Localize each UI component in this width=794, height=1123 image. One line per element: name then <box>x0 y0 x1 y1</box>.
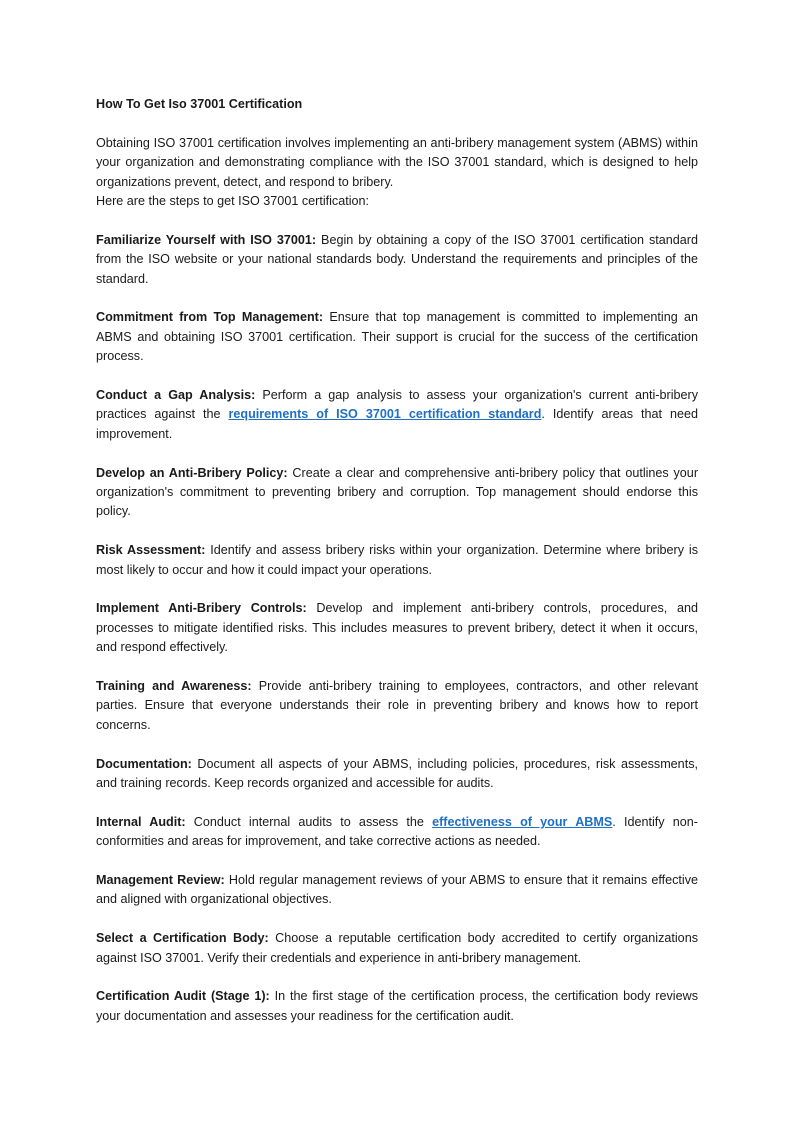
section-label: Develop an Anti-Bribery Policy: <box>96 465 288 480</box>
section-management-review <box>96 871 698 910</box>
section-internal-audit <box>96 813 698 852</box>
section-label: Documentation: <box>96 756 192 771</box>
section-label: Commitment from Top Management: <box>96 310 324 325</box>
section-text: Develop and implement anti-bribery controls, procedures, and processes to mitigate identified risks. This includes measures to prevent bribery, detect it when it occurs, and respond effectively. <box>96 601 698 655</box>
section-text: Provide anti-bribery training to employees, contractors, and other relevant parties. Ensure that everyone understands their role in preventing bribery and knows how to report concerns. <box>96 679 698 732</box>
section-text: Begin by obtaining a copy of the ISO 37001 certification standard from the ISO website or your national standards body. Understand the requirements and principles of the standard. <box>96 232 698 286</box>
section-text: Conduct internal audits to assess the <box>185 814 433 829</box>
section-text: Hold regular management reviews of your ABMS to ensure that it remains effective and aligned with organizational objectives. <box>96 873 699 907</box>
section-text: . Identify areas that need improvement. <box>96 407 698 441</box>
section-label: Implement Anti-Bribery Controls: <box>96 601 307 616</box>
requirements-link[interactable]: requirements of ISO 37001 certification standard <box>228 407 542 422</box>
section-text: Document all aspects of your ABMS, including policies, procedures, risk assessments, and training records. Keep records organized and accessible for audits. <box>96 756 698 791</box>
section-training <box>96 677 698 735</box>
section-text: Choose a reputable certification body accredited to certify organizations against ISO 37001. Verify their credentials and experience in anti-bribery management. <box>96 931 698 965</box>
section-label: Risk Assessment: <box>96 543 206 558</box>
section-certification-body <box>96 929 698 968</box>
section-text: Create a clear and comprehensive anti-bribery policy that outlines your organization's commitment to preventing bribery and corruption. Top management should endorse this policy. <box>96 465 699 519</box>
section-label: Conduct a Gap Analysis: <box>96 388 256 403</box>
section-commitment <box>96 308 698 366</box>
section-label: Familiarize Yourself with ISO 37001: <box>96 232 317 247</box>
section-text: Perform a gap analysis to assess your organization's current anti-bribery practices against the <box>96 388 698 422</box>
intro-paragraph: Obtaining ISO 37001 certification involves implementing an anti-bribery management system (ABMS) within your organization and demonstrating compliance with the ISO 37001 standard, which is designed to help organizations prevent, detect, and respond to bribery. <box>96 135 698 189</box>
section-policy <box>96 464 698 522</box>
section-controls <box>96 599 698 657</box>
section-label: Internal Audit: <box>96 814 186 829</box>
effectiveness-link[interactable]: effectiveness of your ABMS <box>432 814 613 829</box>
section-label: Management Review: <box>96 873 225 888</box>
section-label: Select a Certification Body: <box>96 931 269 946</box>
section-text: In the first stage of the certification process, the certification body reviews your documentation and assesses your readiness for the certification audit. <box>96 989 698 1023</box>
section-certification-audit <box>96 987 698 1026</box>
document-page <box>96 95 698 1046</box>
section-familiarize <box>96 231 698 289</box>
section-text: Ensure that top management is committed to implementing an ABMS and obtaining ISO 37001 certification. Their support is crucial for the success of the certification process. <box>96 310 698 364</box>
section-risk-assessment <box>96 541 698 580</box>
section-text: Identify and assess bribery risks within your organization. Determine where bribery is most likely to occur and how it could impact your operations. <box>96 543 699 577</box>
document-title: How To Get Iso 37001 Certification <box>96 97 303 111</box>
section-label: Training and Awareness: <box>96 679 252 694</box>
section-label: Certification Audit (Stage 1): <box>96 989 270 1004</box>
section-text: . Identify non-conformities and areas for improvement, and take corrective actions as needed. <box>96 814 698 849</box>
intro-steps-line: Here are the steps to get ISO 37001 certification: <box>96 194 370 209</box>
section-documentation <box>96 755 698 794</box>
section-gap-analysis <box>96 386 698 444</box>
